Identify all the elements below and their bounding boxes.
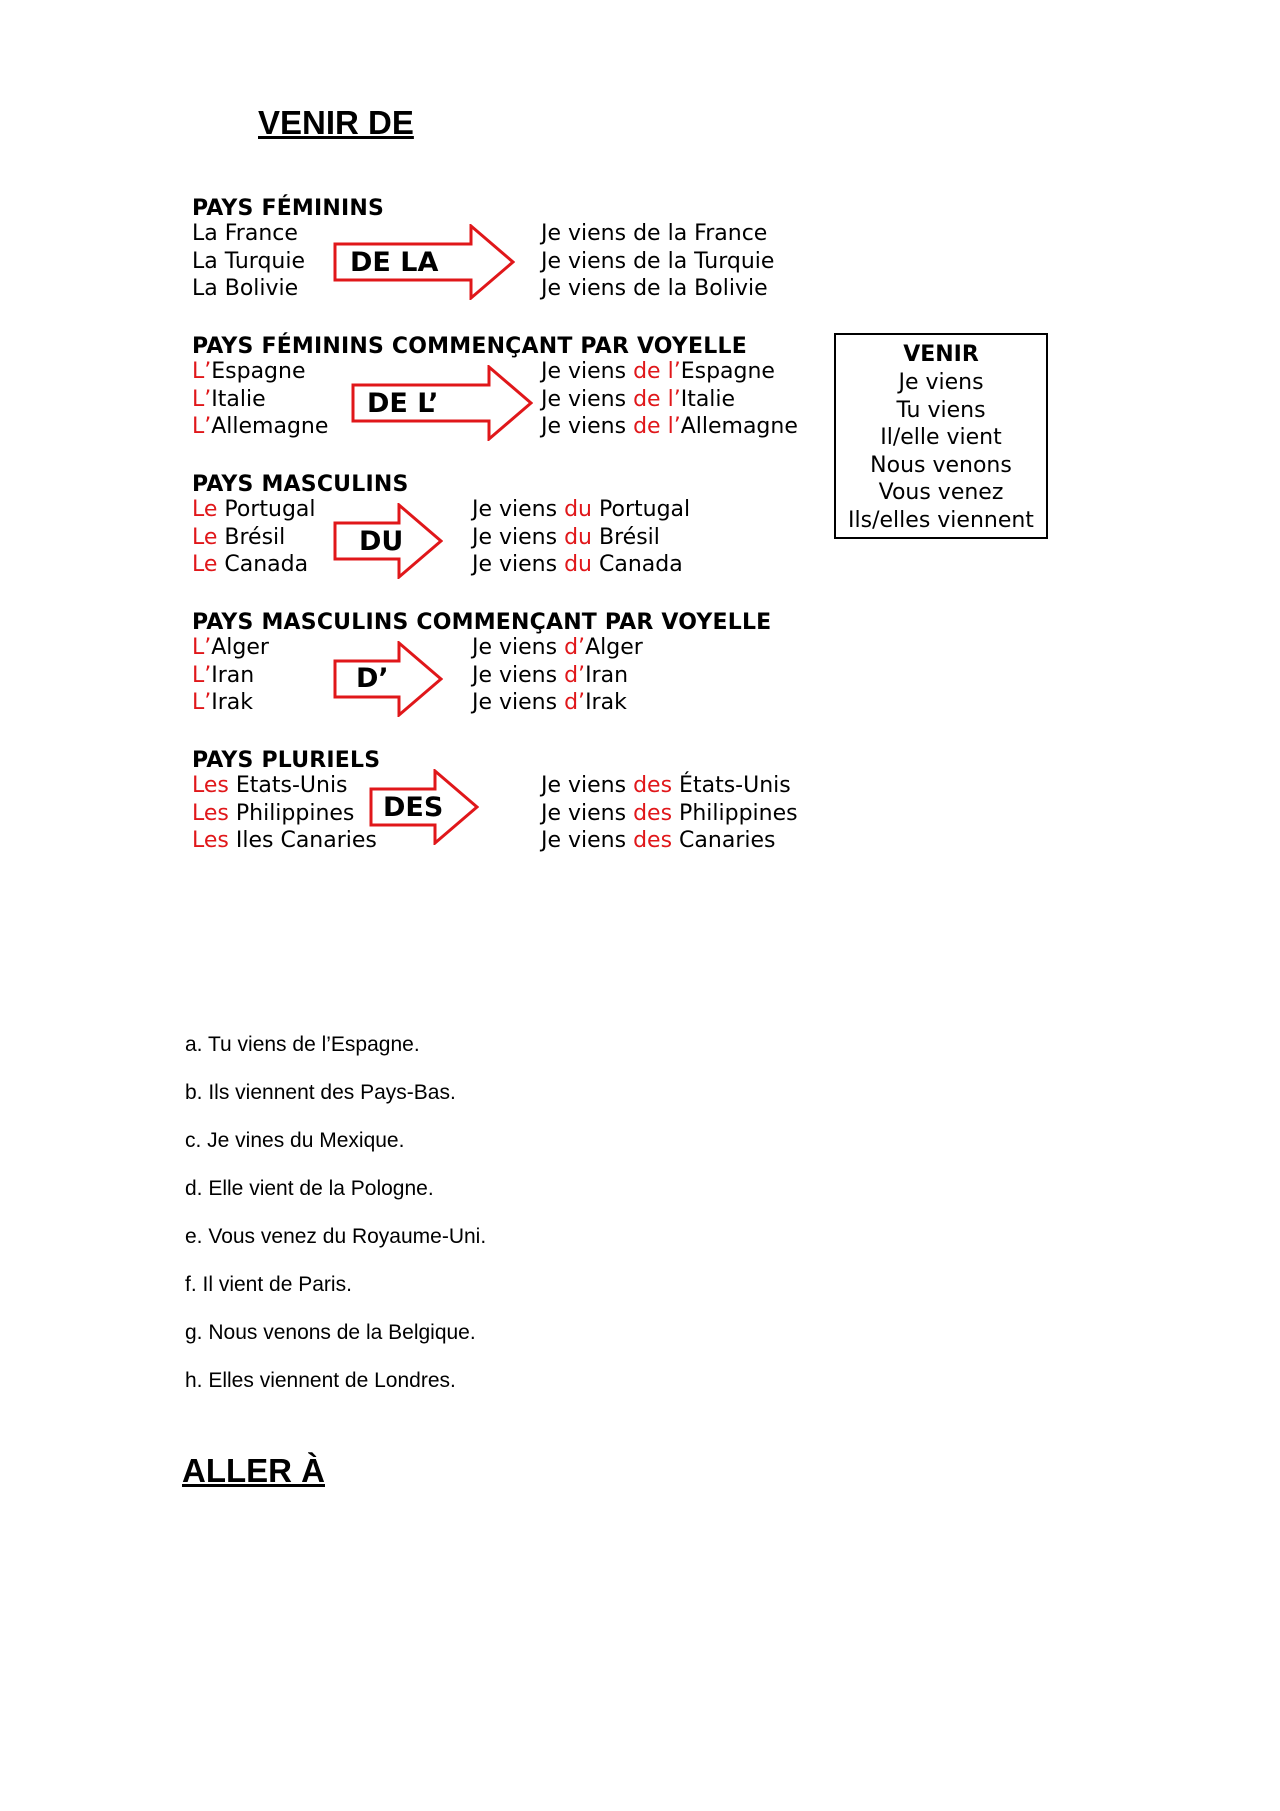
exercise-item: a. Tu viens de l’Espagne. — [185, 1033, 420, 1056]
sentence-start: Je viens — [472, 497, 565, 522]
article: Le — [192, 524, 218, 550]
exercise-item: h. Elles viennent de Londres. — [185, 1369, 456, 1392]
country-name: Portugal — [592, 497, 691, 522]
sentence-start: Je viens — [541, 359, 634, 384]
country-name: Irak — [585, 690, 627, 716]
conjugation-line: Il/elle vient — [880, 425, 1002, 450]
country-name: États-Unis — [672, 773, 791, 798]
country-line — [192, 634, 269, 662]
country-name: France — [217, 221, 298, 246]
country-name: Portugal — [217, 497, 316, 522]
example-sentence — [541, 220, 767, 248]
country-name: France — [687, 221, 768, 246]
exercise-item: g. Nous venons de la Belgique. — [185, 1321, 476, 1344]
sentence-start: Je viens — [541, 221, 634, 246]
exercise-item: f. Il vient de Paris. — [185, 1273, 352, 1296]
example-sentence — [541, 248, 774, 276]
exercise-item: b. Ils viennent des Pays-Bas. — [185, 1081, 456, 1104]
article: Le — [192, 552, 218, 578]
country-name: Turquie — [217, 248, 305, 274]
conjugation-line: Vous venez — [878, 480, 1004, 505]
country-name: Brésil — [592, 524, 660, 550]
country-line — [192, 248, 305, 276]
section-title-aller: ALLER À — [182, 1452, 325, 1489]
country-name: Alger — [585, 635, 643, 660]
country-line — [192, 386, 266, 414]
sentence-start: Je viens — [541, 276, 634, 302]
example-sentence — [472, 689, 627, 717]
preposition: de l’ — [633, 414, 681, 440]
sentence-start: Je viens — [541, 800, 634, 826]
country-name: Bolivie — [217, 276, 299, 302]
article: L’ — [192, 359, 212, 384]
country-name: Canada — [592, 552, 683, 578]
section-heading: PAYS MASCULINS — [192, 472, 409, 497]
country-name: Allemagne — [680, 414, 798, 440]
country-name: Italie — [211, 386, 266, 412]
example-sentence — [541, 386, 735, 414]
conjugation-line: Ils/elles viennent — [848, 507, 1034, 533]
article: Les — [192, 828, 229, 854]
preposition: d’ — [564, 635, 586, 660]
exercise-item: e. Vous venez du Royaume-Uni. — [185, 1225, 487, 1248]
sentence-start: Je viens — [541, 386, 634, 412]
preposition: des — [633, 828, 673, 854]
sentence-start: Je viens — [541, 414, 634, 440]
arrow-label: DU — [359, 526, 404, 557]
sentence-start: Je viens — [541, 773, 634, 798]
article: La — [192, 248, 218, 274]
preposition: de l’ — [633, 386, 681, 412]
sentence-start: Je viens — [472, 690, 565, 716]
preposition: du — [564, 497, 593, 522]
country-name: Philippines — [228, 800, 355, 826]
preposition: du — [564, 552, 593, 578]
example-sentence — [541, 827, 775, 855]
country-name: Etats-Unis — [228, 773, 348, 798]
exercise-item: c. Je vines du Mexique. — [185, 1129, 405, 1152]
sentence-start: Je viens — [541, 248, 634, 274]
country-name: Iran — [211, 662, 255, 688]
country-line — [192, 827, 377, 855]
conjugation-line: Tu viens — [896, 397, 986, 423]
preposition: de la — [633, 248, 688, 274]
sentence-start: Je viens — [472, 552, 565, 578]
article: La — [192, 221, 218, 246]
example-sentence — [541, 800, 798, 828]
article: Les — [192, 773, 229, 798]
country-line — [192, 551, 308, 579]
country-line — [192, 800, 354, 828]
article: L’ — [192, 662, 212, 688]
country-name: Italie — [680, 386, 736, 412]
example-sentence — [472, 662, 628, 690]
sentence-start: Je viens — [472, 662, 565, 688]
country-name: Alger — [211, 635, 269, 660]
conjugation-line: Nous venons — [870, 452, 1012, 478]
country-name: Espagne — [680, 359, 775, 384]
example-sentence — [472, 634, 643, 662]
exercise-item: d. Elle vient de la Pologne. — [185, 1177, 434, 1200]
venir-conjugation-box — [834, 333, 1048, 539]
preposition: du — [564, 524, 593, 550]
preposition: d’ — [564, 690, 586, 716]
page-title: VENIR DE — [258, 104, 414, 141]
country-name: Brésil — [217, 524, 286, 550]
sentence-start: Je viens — [472, 635, 565, 660]
article: Les — [192, 800, 229, 826]
sentence-start: Je viens — [541, 828, 634, 854]
country-name: Espagne — [211, 359, 306, 384]
country-name: Iran — [585, 662, 629, 688]
country-name: Canaries — [672, 828, 776, 854]
country-line — [192, 496, 316, 524]
country-line — [192, 358, 306, 386]
example-sentence — [541, 772, 791, 800]
article: La — [192, 276, 218, 302]
preposition: des — [633, 800, 673, 826]
country-name: Philippines — [672, 800, 798, 826]
country-name: Allemagne — [211, 414, 329, 440]
conjugation-line: Je viens — [898, 370, 984, 395]
preposition: de l’ — [633, 359, 681, 384]
preposition: des — [633, 773, 673, 798]
country-line — [192, 220, 298, 248]
section-heading: PAYS FÉMININS — [192, 196, 385, 221]
example-sentence — [472, 551, 683, 579]
article: Le — [192, 497, 218, 522]
section-heading: PAYS PLURIELS — [192, 748, 381, 773]
section-heading: PAYS MASCULINS COMMENÇANT PAR VOYELLE — [192, 610, 772, 635]
arrow-label: DE LA — [350, 247, 439, 278]
example-sentence — [541, 358, 775, 386]
section-heading: PAYS FÉMININS COMMENÇANT PAR VOYELLE — [192, 334, 747, 359]
preposition: de la — [633, 221, 688, 246]
preposition: d’ — [564, 662, 586, 688]
country-line — [192, 772, 348, 800]
example-sentence — [472, 496, 690, 524]
conjugation-title: VENIR — [903, 342, 979, 367]
country-name: Turquie — [687, 248, 775, 274]
arrow-label: DE L’ — [367, 388, 439, 419]
country-line — [192, 524, 285, 552]
country-name: Irak — [211, 690, 254, 716]
country-line — [192, 662, 254, 690]
country-line — [192, 413, 328, 441]
preposition: de la — [633, 276, 688, 302]
country-name: Bolivie — [687, 276, 768, 302]
arrow-label: DES — [383, 792, 444, 823]
article: L’ — [192, 635, 212, 660]
country-line — [192, 275, 298, 303]
example-sentence — [472, 524, 660, 552]
article: L’ — [192, 386, 212, 412]
article: L’ — [192, 690, 212, 716]
example-sentence — [541, 275, 768, 303]
example-sentence — [541, 413, 798, 441]
article: L’ — [192, 414, 212, 440]
country-line — [192, 689, 253, 717]
country-name: Canada — [217, 552, 309, 578]
sentence-start: Je viens — [472, 524, 565, 550]
arrow-label: D’ — [356, 663, 389, 694]
country-name: Iles Canaries — [228, 828, 377, 854]
